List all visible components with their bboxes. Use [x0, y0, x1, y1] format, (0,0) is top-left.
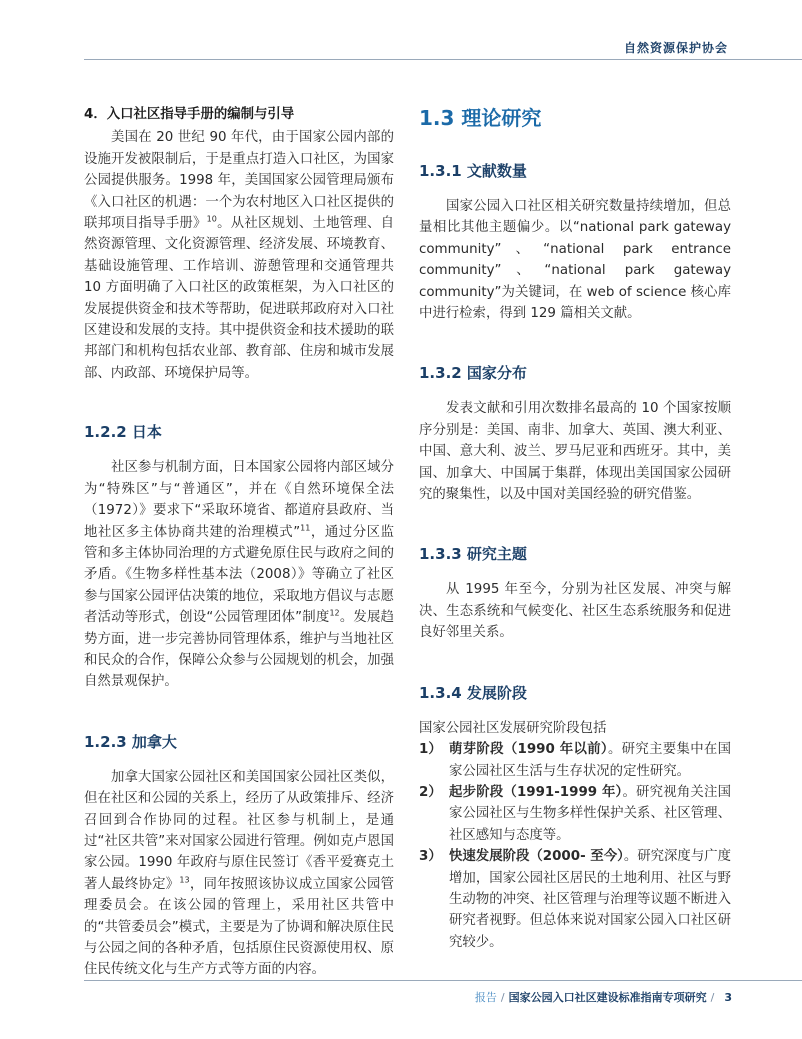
item4-text-b: 。从社区规划、土地管理、自然资源管理、文化资源管理、经济发展、环境教育、基础设施管理、工作培训、游憩管理和交通管理共 10 方面明确了入口社区的政策框架，为入口社区的发展提供资金和技术等帮助，促进联邦政府对入口社区建设和发展的支持。其中提供资金和技术援助的联邦部门和机构包括农业部、教育部、住房和城市发展部、内政部、环境保护局等。: [84, 216, 395, 381]
canada-text-b: ，同年按照该协议成立国家公园管理委员会。在该公园的管理上，采用社区共管中的“共管委员会”模式，主要是为了协调和解决原住民与公园之间的各种矛盾，包括原住民资源使用权、原住民传统文化与生产方式等方面的内容。: [84, 876, 395, 978]
header-divider: [84, 59, 802, 60]
section-heading-1-3-2: 1.3.2 国家分布: [419, 364, 527, 383]
list-item: [419, 739, 731, 782]
footer-report-label: 报告: [474, 991, 497, 1004]
list-item-text: 。研究主要集中在国家公园社区生活与生存状况的定性研究。: [449, 742, 732, 779]
left-column: [84, 104, 394, 981]
page-footer: [475, 989, 732, 1005]
footnote-ref: 12: [329, 608, 340, 618]
paragraph-1-3-2: 发表文献和引用次数排名最高的 10 个国家按顺序分别是：美国、南非、加拿大、英国、澳大利亚、中国、意大利、波兰、罗马尼亚和西班牙。其中，美国、加拿大、中国属于集群，体现出美国国家公园研究的聚集性，以及中国对美国经验的研究借鉴。: [419, 401, 731, 503]
list-item-number: 1）: [419, 742, 442, 758]
footer-separator: /: [500, 991, 505, 1004]
item4-heading: 4．入口社区指导手册的编制与引导: [84, 107, 295, 122]
page-number: 3: [724, 991, 732, 1004]
list-item: [419, 782, 731, 846]
item4-text-a: 美国在 20 世纪 90 年代，由于国家公园内部的设施开发被限制后，于是重点打造入口社区，为国家公园提供服务。1998 年，美国国家公园管理局颁布《入口社区的机遇：一个为农村地区入口社区提供的联邦项目指导手册》: [84, 130, 394, 232]
section-heading-1-3-3: 1.3.3 研究主题: [419, 545, 527, 564]
list-item-label: 萌芽阶段（1990 年以前）: [449, 742, 608, 758]
paragraph-1-3-1: 国家公园入口社区相关研究数量持续增加，但总量相比其他主题偏少。以“national park gateway community”、“national park entrance community”、“national park gateway community”为关键词，在 web of science 核心库中进行检索，得到 129 篇相关文献。: [419, 199, 731, 322]
stage-list: [419, 739, 731, 953]
section-heading-japan: 1.2.2 日本: [84, 423, 162, 442]
section-title-theory: 1.3 理论研究: [419, 106, 542, 130]
list-item-text: 。研究视角关注国家公园社区与生物多样性保护关系、社区管理、社区感知与态度等。: [449, 784, 731, 843]
japan-text-c: 。发展趋势方面，进一步完善协同管理体系，维护与当地社区和民众的合作，保障公众参与公园规划的机会，加强自然景观保护。: [84, 610, 395, 690]
item4-paragraph: [84, 127, 394, 384]
canada-paragraph: [84, 767, 394, 981]
section-heading-canada: 1.2.3 加拿大: [84, 732, 177, 751]
section-heading-1-3-1: 1.3.1 文献数量: [419, 162, 527, 180]
japan-text-b: ，通过分区监管和多主体协同治理的方式避免原住民与政府之间的矛盾。《生物多样性基本法（2008）》等确立了社区参与国家公园评估决策的地位，采取地方倡议与志愿者活动等形式，创设“公园管理团体”制度: [84, 524, 395, 626]
list-item-label: 快速发展阶段（2000- 至今）: [449, 849, 624, 865]
canada-text-a: 加拿大国家公园社区和美国国家公园社区类似，但在社区和公园的关系上，经历了从政策排斥、经济召回到合作协同的过程。社区参与机制上，是通过“社区共管”来对国家公园进行管理。例如克卢恩国家公园。1990 年政府与原住民签订《香平爱赛克土著人最终协定》: [84, 769, 394, 892]
footer-separator: /: [710, 991, 715, 1004]
organization-name: 自然资源保护协会: [623, 41, 728, 55]
list-item-number: 2）: [419, 784, 442, 800]
list-item-label: 起步阶段（1991-1999 年）: [449, 784, 623, 800]
paragraph-1-3-3: 从 1995 年至今，分别为社区发展、冲突与解决、生态系统和气候变化、社区生态系统服务和促进良好邻里关系。: [419, 582, 731, 641]
list-item: [419, 846, 731, 953]
japan-text-a: 社区参与机制方面，日本国家公园将内部区域分为“特殊区”与“普通区”，并在《自然环境保全法（1972）》要求下“采取环境省、都道府县政府、当地社区多主体协商共建的治理模式”: [84, 460, 394, 540]
list-item-text: 。研究深度与广度增加，国家公园社区居民的土地利用、社区与野生动物的冲突、社区管理与治理等议题不断进入研究者视野。但总体来说对国家公园入口社区研究较少。: [449, 849, 732, 950]
japan-paragraph: [84, 457, 394, 692]
footer-report-title: 国家公园入口社区建设标准指南专项研究: [508, 991, 707, 1004]
paragraph-1-3-4-intro: 国家公园社区发展研究阶段包括: [419, 720, 607, 736]
section-heading-1-3-4: 1.3.4 发展阶段: [419, 683, 527, 702]
page-header: [0, 0, 802, 62]
footnote-ref: 13: [179, 875, 190, 885]
footer-divider: [84, 980, 802, 981]
right-column: [419, 104, 731, 953]
footnote-ref: 11: [300, 523, 311, 533]
footnote-ref: 10: [206, 214, 217, 224]
list-item-number: 3）: [419, 849, 442, 865]
